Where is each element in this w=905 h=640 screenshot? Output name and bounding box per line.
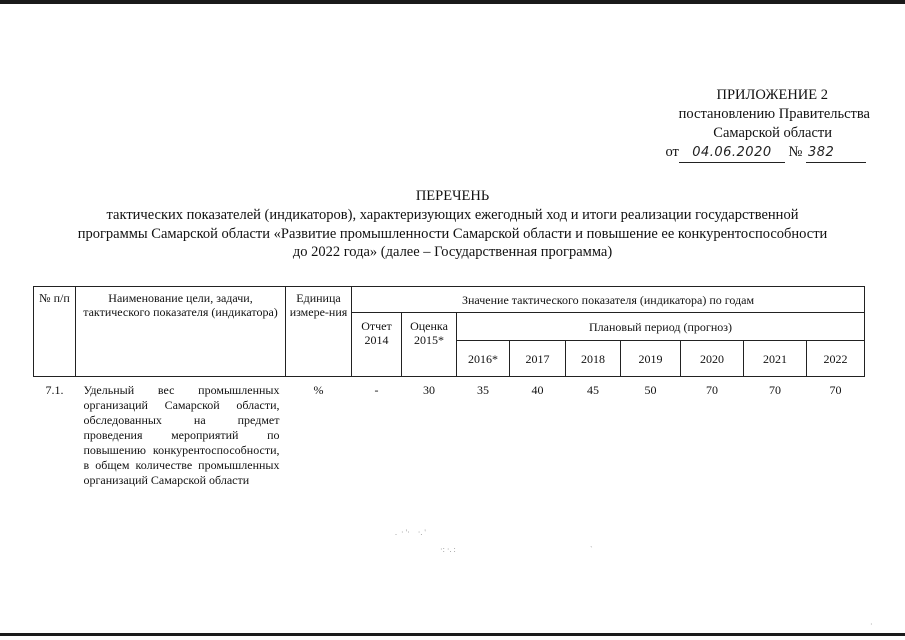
row-estimate: 30 (423, 383, 435, 397)
header-plan-group: Плановый период (прогноз) (457, 313, 865, 341)
appendix-date-number-line (600, 143, 870, 163)
document-subtitle-line-1: тактических показателей (индикаторов), характеризующих ежегодный ход и итоги реализации государственной (106, 207, 799, 223)
header-year: 2017 (510, 341, 566, 377)
header-year: 2022 (807, 341, 865, 377)
row-value: 70 (769, 383, 781, 397)
row-num: 7.1. (45, 383, 64, 397)
number-label: № (788, 144, 803, 160)
scan-specks: . · '· ·. ' (395, 528, 426, 537)
row-value: 35 (477, 383, 489, 397)
row-value: 40 (531, 383, 544, 397)
header-unit: Единица измере-ния (286, 287, 352, 377)
handwritten-number: 382 (806, 143, 866, 163)
appendix-block (600, 86, 870, 163)
row-value: 70 (829, 383, 842, 397)
document-heading: ПЕРЕЧЕНЬ (415, 188, 490, 204)
header-year: 2019 (621, 341, 681, 377)
row-value: 45 (587, 383, 599, 397)
header-values-group: Значение тактического показателя (индикатора) по годам (352, 287, 865, 313)
indicators-table (33, 286, 865, 488)
table-row (34, 377, 865, 489)
scan-specks: ` (590, 545, 593, 554)
row-name: Удельный вес промышленных организаций Самарской области, обследованных на предмет проведения мероприятий по повышению конкурентоспособности, в общем количестве промышленных организаций Самарской области (83, 383, 280, 487)
document-subtitle-line-3: до 2022 года» (далее – Государственная программа) (292, 244, 613, 260)
header-estimate: Оценка 2015* (402, 313, 457, 377)
scan-specks: · (870, 620, 873, 629)
bottom-border-line (0, 633, 905, 636)
row-unit: % (313, 383, 324, 397)
header-year: 2018 (566, 341, 621, 377)
header-report: Отчет 2014 (352, 313, 402, 377)
header-year: 2020 (681, 341, 744, 377)
appendix-resolution: постановлению Правительства (678, 106, 870, 122)
from-label: от (665, 144, 679, 160)
row-report: - (374, 383, 379, 397)
header-name: Наименование цели, задачи, тактического показателя (индикатора) (76, 287, 286, 377)
appendix-title: ПРИЛОЖЕНИЕ 2 (716, 87, 828, 103)
header-num: № п/п (34, 287, 76, 377)
scan-specks: ·: ·. : (440, 545, 456, 554)
handwritten-date: 04.06.2020 (679, 143, 785, 163)
appendix-region: Самарской области (713, 125, 832, 141)
row-value: 50 (644, 383, 657, 397)
top-border-line (0, 0, 905, 4)
document-subtitle-line-2: программы Самарской области «Развитие промышленности Самарской области и повышение ее конкурентоспособности (77, 226, 828, 242)
header-year: 2016* (457, 341, 510, 377)
header-year: 2021 (744, 341, 807, 377)
row-value: 70 (706, 383, 718, 397)
